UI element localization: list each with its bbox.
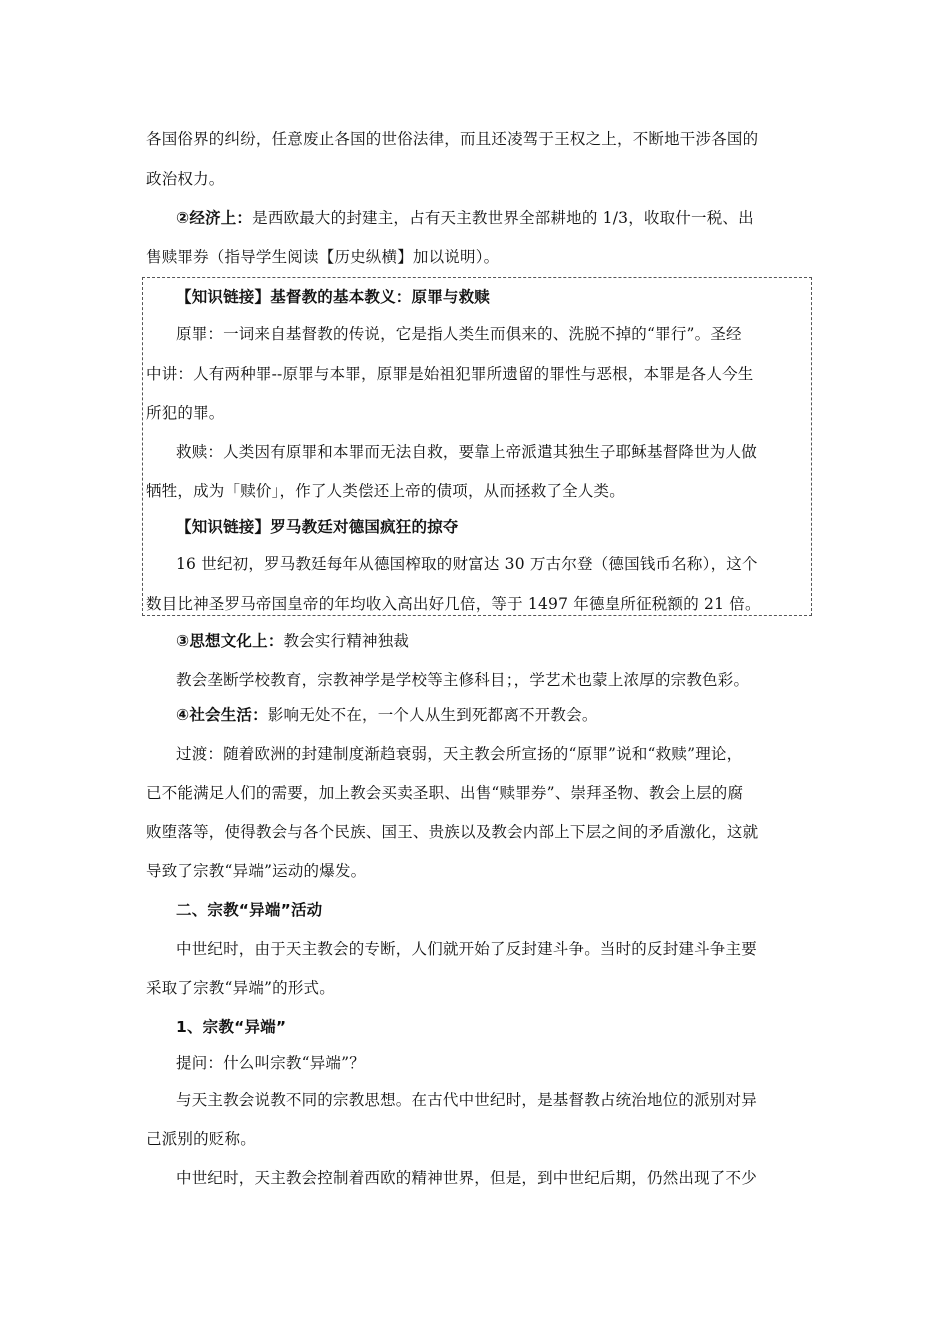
subsection-heading: 1、宗教“异端” (176, 1018, 287, 1036)
social-line (176, 705, 598, 725)
paragraph-line: 败堕落等，使得教会与各个民族、国王、贵族以及教会内部上下层之间的矛盾激化，这就 (146, 823, 759, 841)
paragraph-line: 与天主教会说教不同的宗教思想。在古代中世纪时，是基督教占统治地位的派别对异 (176, 1091, 757, 1109)
paragraph-line: 各国俗界的纠纷，任意废止各国的世俗法律，而且还凌驾于王权之上，不断地干涉各国的 (146, 130, 759, 148)
thought-text: 教会实行精神独裁 (283, 632, 410, 650)
paragraph-line: 采取了宗教“异端”的形式。 (146, 979, 335, 997)
paragraph-line: 数目比神圣罗马帝国皇帝的年均收入高出好几倍，等于 1497 年德皇所征税额的 21 倍。 (146, 595, 761, 613)
social-text: 影响无处不在，一个人从生到死都离不开教会。 (267, 706, 598, 724)
paragraph-line: 政治权力。 (146, 170, 225, 188)
paragraph-line: 导致了宗教“异端”运动的爆发。 (146, 862, 367, 880)
economy-label: ②经济上： (176, 209, 253, 227)
paragraph-line: 已不能满足人们的需要，加上教会买卖圣职、出售“赎罪券”、崇拜圣物、教会上层的腐 (146, 784, 744, 802)
social-label: ④社会生活： (176, 706, 268, 724)
section-heading: 二、宗教“异端”活动 (176, 901, 323, 919)
paragraph-line: 原罪：一词来自基督教的传说，它是指人类生而俱来的、洗脱不掉的“罪行”。圣经 (176, 325, 742, 343)
economy-text: 是西欧最大的封建主，占有天主教世界全部耕地的 1/3，收取什一税、出 (252, 209, 754, 227)
thought-line (176, 631, 409, 651)
paragraph-line: 提问：什么叫宗教“异端”？ (176, 1054, 365, 1072)
paragraph-line: 16 世纪初，罗马教廷每年从德国榨取的财富达 30 万古尔登（德国钱币名称），这个 (176, 555, 758, 573)
box-heading: 【知识链接】罗马教廷对德国疯狂的掠夺 (176, 518, 459, 536)
paragraph-line: 所犯的罪。 (146, 404, 225, 422)
paragraph-line: 过渡：随着欧洲的封建制度渐趋衰弱，天主教会所宣扬的“原罪”说和“救赎”理论， (176, 745, 743, 763)
paragraph-line: 己派别的贬称。 (146, 1130, 256, 1148)
economy-line (176, 208, 754, 228)
paragraph-line: 中讲：人有两种罪--原罪与本罪，原罪是始祖犯罪所遗留的罪性与恶根，本罪是各人今生 (146, 365, 754, 383)
thought-label: ③思想文化上： (176, 632, 284, 650)
paragraph-line: 教会垄断学校教育，宗教神学是学校等主修科目；，学艺术也蒙上浓厚的宗教色彩。 (176, 671, 750, 689)
paragraph-line: 中世纪时，天主教会控制着西欧的精神世界，但是，到中世纪后期，仍然出现了不少 (176, 1169, 757, 1187)
paragraph-line: 售赎罪券（指导学生阅读【历史纵横】加以说明）。 (146, 248, 500, 266)
paragraph-line: 中世纪时，由于天主教会的专断，人们就开始了反封建斗争。当时的反封建斗争主要 (176, 940, 757, 958)
paragraph-line: 救赎：人类因有原罪和本罪而无法自救，要靠上帝派遣其独生子耶稣基督降世为人做 (176, 443, 757, 461)
paragraph-line: 牺牲，成为「赎价」，作了人类偿还上帝的债项，从而拯救了全人类。 (146, 482, 625, 500)
box-heading: 【知识链接】基督教的基本教义：原罪与救赎 (176, 288, 491, 306)
